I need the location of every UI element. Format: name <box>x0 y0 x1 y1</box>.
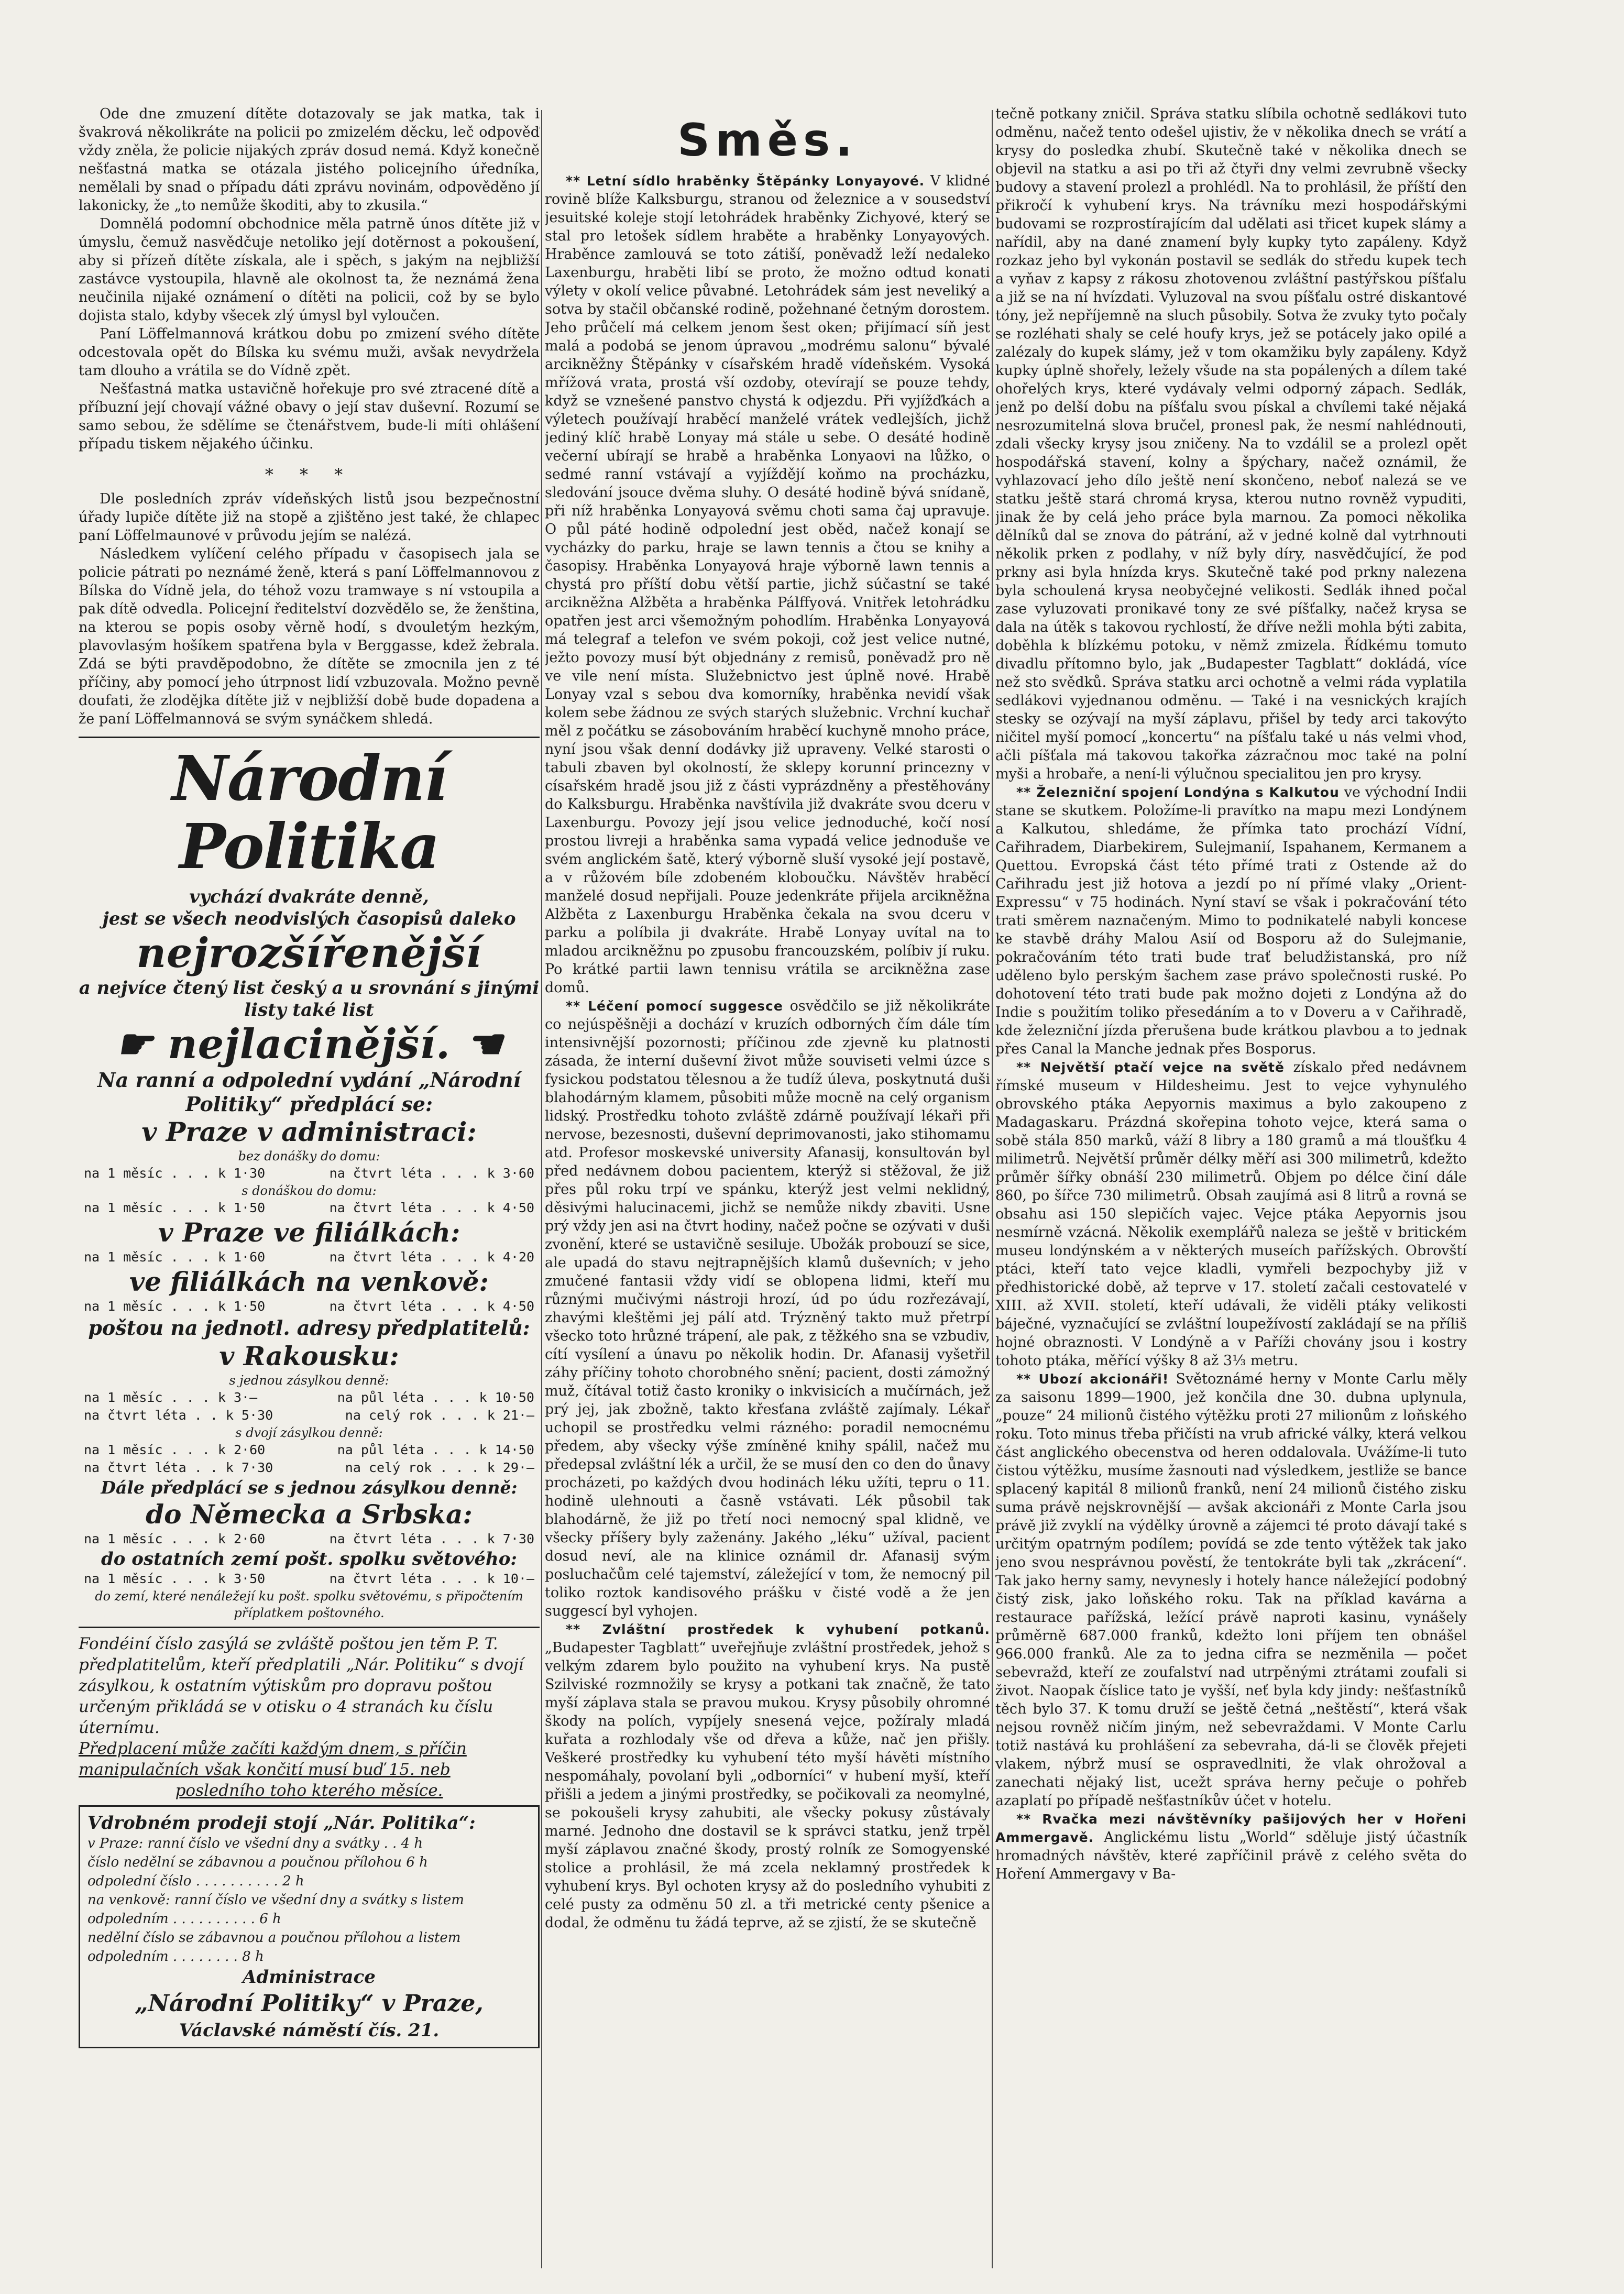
column-divider <box>541 110 542 2268</box>
ad-price-row: na 1 měsíc . . . k 2·60 na čtvrt léta . . . k 7·30 <box>84 1531 534 1546</box>
pointing-hand-icon: ☛ <box>115 1020 168 1068</box>
ad-subheading: ve filiálkách na venkově: <box>129 1266 489 1297</box>
paragraph: tečně potkany zničil. Správa statku slíbila ochotně sedlákovi tuto odměnu, načež tento odešel ujistiv, že v několika dnech se vrátí a krysy do posledka zhubí. Skutečně také v několika dnech se objevil na statku a asi po tři až čtyři dny velmi zevrubně všecky budovy a stavení prolezl a prohlédl. Na to prohlásil, že příští den přikročí k vyhubení krys. Na trávníku mezi hospodářskými budovami se rozprostírajícím dal udělati asi třicet kupek slámy a nařídil, aby na dané znamení byly kupky tyto zapáleny. Když rozkaz jeho byl vykonán postavil se sedlák do středu kupek tech a vyňav z kapsy z rákosu zhotovenou zvláštní pastýřskou píšťalu a již se na ní hvízdati. Vyluzoval na svou píšťalu ostré diskantové tóny, jež nepříjemně na sluch působily. Sotva že zvuky tyto počaly se rozléhati shaly se celé houfy krys, jež se potácely jako opilé a zalézaly do kupek slámy, jež v tom okamžiku byly zapáleny. Když kupky úplně shořely, ležely všude na sta popálených a dílem také ohořelých krys, které vydávaly velmi odporný zápach. Sedlák, jenž po delší dobu na píšťalu svou pískal a chvílemi také nějaká nesrozumitelná slova bručel, pronesl pak, že nesmí nahlédnouti, zdali všecky krysy jsou zničeny. Na to vzdálil se a prolezl opět hospodářská stavení, kolny a špýchary, načež oznámil, že vyhlazovací jeho dílo ještě není skončeno, neboť nalezá se ve statku ještě stará chromá krysa, kterou nutno rovněž vypuditi, jinak že by celá jeho práce byla marnou. Za pomoci několika dělníků dal se znova do pátrání, až v jedné kolně dal vytrhnouti několik prken z podlahy, v níž byly díry, nasvědčující, že pod prkny asi byla hnízda krys. Skutečně také pod prkny nalezena byla schoulená krysa neobyčejné velikosti. Sedlák ihned počal zase vyluzovati pronikavé tony ze své píšťalky, načež krysa se dala na útěk s takovou rychlostí, že dříve nežli mohla býti zabita, doběhla k blízkému potoku, v němž zmizela. Řídkému tomuto divadlu přítomno bylo, jak „Budapester Tagblatt“ dokládá, více než sto svědků. Správa statku arci ochotně a velmi ráda vyplatila sedlákovi vyjednanou odměnu. — Také i na vesnických krajích stesky se ozývají na myší záplavu, přišel by tedy arci takovýto ničitel myší pomocí „koncertu“ na píšťalu také u nás velmi vhod, ačli píšťala má takovou takořka zázračnou moc také na polní myši a hrobaře, a není-li výlučnou specialitou jen pro krysy. <box>995 106 1467 782</box>
article-text: ve východní Indii stane se skutkem. Položíme-li pravítko na mapu mezi Londýnem a Kalkutou, shledáme, že přímka tato prochází Vídní, Cařihradem, Diarbekirem, Sulejmanií, Ispahanem, Kermanem a Quettou. Evropská část této přímé trati z Ostende až do Cařihradu jest již hotova a jezdí po ní přímé vlaky „Orient-Expressu“ v 75 hodinách. Nyní staví se však i pokračování této trati směrem naznačeným. Mimo to podnikatelé nabyli koncese ke stavbě dráhy Malou Asií od Bosporu až do Sulejmanie, pokračováním této trati bude trať beludžistanská, pro níž uděleno bylo perským šachem zase právo společnosti ruské. Po dohotovení této trati bude pak možno dojeti z Londýna až do Indie s použitím toliko přesedáním a to v Doveru a v Cařihradě, kde železniční jízda přerušena bude krátkou plavbou a to jednak přes Canal la Manche jednak přes Bosporus. <box>995 784 1467 1057</box>
ad-headline: ☛ nejlacinější. ☚ <box>115 1020 503 1068</box>
ad-price-row: na čtvrt léta . . k 7·30 na celý rok . . . k 29·— <box>84 1460 534 1475</box>
ad-price-caption: s dvojí zásylkou denně: <box>235 1425 383 1440</box>
column-divider <box>992 110 993 2268</box>
column-middle <box>545 105 990 1932</box>
column-left <box>79 105 540 2048</box>
ad-subheading: Dále předplácí se s jednou zásylkou denně: <box>101 1477 518 1498</box>
article-text: V klidné rovině blíže Kalksburgu, stranou od železnice a v sousedství jesuitské koleje stojí letohrádek hraběnky Zichyové, který se stal pro letošek sídlem hraběte a hraběnky Lonyayových. Hraběnce zamlouvá se toto zátiší, poněvadž leží nedaleko Laxenburgu, hraběti libí se proto, že možno odtud konati výlety v okolí velice půvabné. Letohrádek sám jest neveliký a sotva by stačil občanské rodině, požehnané četným dorostem. Jeho průčelí má celkem jenom šest oken; přijímací síň jest malá a podobá se jenom úpravou „modrému salonu“ bývalé arcikněžny Štěpánky v císařském hradě vídeňském. Vysoká mřížová vrata, prostá vší ozdoby, otevírají se pouze tehdy, když se vznešené panstvo chystá k odjezdu. Při vyjížďkách a výletech používají hraběcí manželé vrátek vedlejších, jichž jediný klíč hrabě Lonyay má stále u sebe. O desáté hodině večerní ubírají se hrabě a hraběnka Lonyaovi na lůžko, o sedmé ranní vstávají a vyjíždějí koňmo na procházku, sledování jsouce dvěma sluhy. O desáté hodině bývá snídaně, při níž hraběnka Lonyayová svěmu choti sama čaj upravuje. O půl páté hodině odpolední jest oběd, načež konají se vycházky do parku, hraje se lawn tennis a čtou se knihy a časopisy. Hraběnka Lonyayová hraje výborně lawn tennis a chystá pro příští dobu větší partie, jichž súčastní se také arcikněžna Alžběta a hraběnka Pálffyová. Vnitřek letohrádku opatřen jest arci všemožným pohodlím. Hraběnka Lonyayová má telegraf a telefon ve svém pokoji, což jest velice nutné, ježto povozy musí být objednány z remisů, poněvadž pro ně ve vile není místa. Služebnictvo jest úplně nové. Hrabě Lonyay vzal s sebou dva komorníky, hraběnka nevidí však kolem sebe žádnou ze svých starých služebnic. Vrchní kuchař měl z počátku se zásobováním hraběcí kuchyně mnoho práce, nyní jsou však denní dodávky již upraveny. Velké starosti o tabuli zbaven byl okolností, že sklepy korunní princezny v císařském hradě jsou již z části vyprázdněny a přestěhovány do Kalksburgu. Hraběnka navštívila již dvakráte svou dceru v Laxenburgu. Povozy její jsou velice jednoduché, kočí nosí prostou livreji a hraběnka sama vypadá velice jednoduše ve svém anglickém šatě, který výborně sluší vysoké její postavě, a v růžovém bíle zdobeném kloboučku. Návštěv hraběcí manželé dosud nepřijali. Pouze jedenkráte přijela arcikněžna Alžběta z Laxenburgu Hraběnka čekala na svou dceru v parku a políbila ji dvakráte. Hrabě Lonyay uvítal na to mladou arcikněžnu po zpusobu francouzském, políbiv jí ruku. Po krátké partii lawn tennisu vrátila se arcikněžna zase domů. <box>545 173 990 996</box>
ad-note: do zemí, které nenáležejí ku pošt. spolku světovému, s připočtením příplatkem poštovného. <box>95 1589 523 1620</box>
article-text: osvědčilo se již několikráte co nejúspěšněji a dochází v kruzích odborných čím dále tím intensivnější pozornosti; příčinou zde zjevně ku platnosti zásada, že interní duševní život může souviseti velmi úzce s fysickou podstatou tělesnou a že tudíž úleva, poskytnutá duši blahodárným klamem, působiti může mocně na celý organism lidský. Prostředku tohoto zvláště zdárně používají lékaři při nervose, bezesnosti, duševní deprimovanosti, jako stihomamu atd. Profesor moskevské university Afanasij, konsultován byl před nedávnem dobou pacientem, kterýž si stěžoval, že již přes půl roku trpí ve spánku, kterýž jest velmi neklidný, děsivými halucinacemi, jichž se nemůže nikdy zbaviti. Usne prý vždy jen asi na čtvrt hodiny, načež počne se ozývati v duši zvonění, které se ustavičně sesiluje. Ubožák probouzí se sice, ale upadá do stavu nejtrapnějších klamů duševních; v jeho zmučené fantasii vždy vidí se oblopena lidmi, kteří mu různými mučivými nástroji hrozí, úd po údu rozřezávají, zhavými kleštěmi jej pálí atd. Trýzněný takto muž přetrpí všecko toto hrůzné trápení, ale pak, z těžkého sna se vzbudiv, cítí vysílení a únavu po několik hodin. Dr. Afanasij vyšetřil záhy příčiny tohoto chorobného snění; pacient, dosti zámožný muž, čítával totiž často kroniky o inkvisicích a mučírnách, jež prý jej, jak zbožně, takto křesťana zvláště zajímaly. Lékař uchopil se prostředku velmi rázného: poradil nemocnému předem, aby všecky výše zmíněné knihy spálil, načež mu předepsal zvláštní lék a určil, že se musí den co den do ůnavy procházeti, po každých dvou hodinách léku užíti, tepru o 11. hodině ulehnouti a časně vstávati. Lék působil tak blahodárně, že již po třetí noci nemocný spal klidně, ve všecky příšery byly zaženány. Jakého „léku“ užíval, pacient dosud neví, ale na klinice oznámil dr. Afanasij svým posluchačům celé tajemství, záležející v tom, že nemocný pil toliko roztok kandisového prášku v čisté vodě a že jen suggescí byl vyhojen. <box>545 998 990 1619</box>
administration-name: „Národní Politiky“ v Praze, <box>135 1990 484 2017</box>
article-heading: ** Letní sídlo hraběnky Štěpánky Lonyayové. <box>566 173 925 189</box>
ad-price-caption: s donáškou do domu: <box>242 1183 377 1198</box>
ad-price-row: na 1 měsíc . . . k 1·50 na čtvrt léta . . . k 4·50 <box>84 1200 534 1215</box>
pointing-hand-icon: ☚ <box>451 1020 503 1068</box>
sales-line: odpolední číslo . . . . . . . . . . 2 h <box>87 1873 304 1889</box>
ad-line: jest se všech neodvislých časopisů daleko <box>102 908 516 929</box>
section-title: Směs. <box>677 114 858 167</box>
article-text: získalo před nedávnem římské museum v Hildesheimu. Jest to vejce vyhynulého obrovského ptáka Aepyornis maximus a bylo zakoupeno z Madagaskaru. Prázdná skořepina tohoto vejce, která sama o sobě stála 850 marků, váží 8 libry a 180 gramů a má tloušťku 4 milimetrů. Největší průměr délky měří asi 300 milimetrů, kdežto průměr šířky obnáší 230 milimetrů. Objem po délce činí dále 860, po šířce 730 milimetrů. Obsah zaujímá asi 8 litrů a rovná se obsahu asi 150 slepičích vajec. Vejce ptáka Aepyornis jsou nesmírně vzácná. Několik exemplářů naleza se ještě v britickém museu londýnském a v některých museích pařížských. Obrovští ptáci, kteří tato vejce kladli, vymřeli bezpochyby již v předhistorické době, až teprve v 17. století začali cestovatelé v XIII. až XVII. století, kteří udávali, že viděli ptáky velikosti báječné, vyznačující se zvláštní loupežívostí zakládají se na příliš hojné obraznosti. V Londýně a v Paříži chovány jsou i kostry tohoto ptáka, měřící výšky 8 až 3⅓ metru. <box>995 1059 1467 1369</box>
paragraph: Dle posledních zpráv vídeňských listů jsou bezpečnostní úřady lupiče dítěte již na stopě a zjištěno jest také, že chlapec paní Löffelmaunové v průvodu jejím se nalézá. <box>79 491 540 544</box>
article <box>545 997 990 1620</box>
section-separator: * * * <box>265 465 354 485</box>
article-heading: ** Největší ptačí vejce na světě <box>1016 1060 1285 1075</box>
sales-line: na venkově: ranní číslo ve všední dny a svátky s listem odpoledním . . . . . . . . . . 6 h <box>87 1892 464 1927</box>
ad-price-row: na 1 měsíc . . . k 1·60 na čtvrt léta . . . k 4·20 <box>84 1249 534 1265</box>
paragraph: Ode dne zmuzení dítěte dotazovaly se jak matka, tak i švakrová několikráte na policii po zmizelém děcku, leč odpověď vždy zněla, že policie nijakých zpráv dosud nemá. Když konečně nešťastná matka se otázala jistého policejního úředníka, nemělali by snad o případu dáti zprávu novinám, odpověděno jí lakonicky, že „to nemůže škoditi, aby to zkusila.“ <box>79 106 540 214</box>
article <box>995 1058 1467 1370</box>
article-heading: ** Ubozí akcionáři! <box>1016 1371 1169 1387</box>
ad-note: manipulačních však končití musí buď 15. neb <box>79 1760 451 1779</box>
sales-line: nedělní číslo se zábavnou a poučnou přílohou a listem odpoledním . . . . . . . . 8 h <box>87 1930 461 1964</box>
article <box>995 1370 1467 1810</box>
administration-address: Václavské náměstí čís. 21. <box>179 2020 440 2041</box>
article-text: Světoznámé herny v Monte Carlu měly za saisonu 1899—1900, jež končila dne 30. dubna uplynula, „pouze“ 24 milionů čistého výtěžku proti 27 milionům z loňského roku. Toto minus třeba přičísti na vrub africké války, která velkou část anglického obecenstva od heren oddalovala. Uvážíme-li tuto čistou výtěžku, musíme žasnouti nad výsledkem, jestliže se bance splacený kapitál 8 milionů franků, není 24 milionů čistého zisku suma právě nejskrovnější — avšak akcionáři z Monte Carla jsou právě již zvyklí na výdělky úrovně a zájemci té proto dávají také s určitým opatrným podílem; povídá se zde tento výtěžek tak jako jeno svou nesprávnou pověstí, že tentokráte byli tak „zkrácení“. Tak jako herny samy, nevynesly i hotely hance náležející podobný čistý zisk, jako loňského roku. Tak na příklad kavárna a restaurace pařížská, ležící právě naproti kasinu, vynášely průměrně 687.000 franků, kdežto loni příjem ten obnášel 966.000 franků. Ale za to jedna cifra se nezměnila — počet sebevražd, kteří ze zoufalství nad utrpěnými ztrátami zoufali si život. Naopak číslice tato je vyšší, neť byla kdy jindy: nešťastníků těch bylo 37. K tomu druží se ještě četná „neštěstí“, která však nejsou rovněž ničím jiným, než sebevraždami. V Monte Carlu totiž nastává ku prohlášení za sebevraha, dá-li se člověk přejeti vlakem, nýbrž musí se ospravedlniti, že vlak ohrožoval a zanechati nějaký list, ucežt správa herny pečuje o pohřeb azaplatí po případě nešťastníkův účet v hotelu. <box>995 1371 1467 1809</box>
administration-heading: Administrace <box>243 1967 376 1988</box>
paragraph: Paní Löffelmannová krátkou dobu po zmizení svého dítěte odcestovala opět do Bílska ku svému muži, avšak nevydržela tam dlouho a vrátila se do Vídně zpět. <box>79 326 540 379</box>
paragraph: Následkem vylíčení celého případu v časopisech jala se policie pátrati po neznámé ženě, která s paní Löffelmannovou z Bílska do Vídně jela, do téhož vozu tramwaye s ní vstoupila a pak dítě odvedla. Policejní ředitelství dozvědělo se, že ženština, na kterou se popis osoby věrně hodí, s dvouletým hezkým, plavovlasým hošíkem spatřena byla v Berggasse, kdež žebrala. Zdá se býti pravděpodobno, že dítěte se zmocnila jen z té příčiny, aby pomocí jeho útrpnost lidí vzbuzovala. Možno pevně doufati, že zlodějka dítěte již v nejbližší době bude dopadena a že paní Löffelmannová se svým synáčkem shledá. <box>79 546 540 727</box>
ad-price-row: na 1 měsíc . . . k 2·60 na půl léta . . . k 14·50 <box>84 1442 534 1457</box>
article <box>995 1810 1467 1883</box>
ad-subheading: do ostatních zemí pošt. spolku světového: <box>101 1549 517 1569</box>
ad-subheading: v Praze ve filiálkách: <box>158 1217 460 1248</box>
article-heading: ** Léčení pomocí suggesce <box>566 998 783 1014</box>
sales-line: číslo nedělní se zábavnou a poučnou přílohou 6 h <box>87 1854 428 1870</box>
ad-price-caption: bez donášky do domu: <box>238 1149 380 1164</box>
article-text: „Budapester Tagblatt“ uveřejňuje zvláštní prostředek, jehož s velkým zdarem bylo použito na vyhubení krys. Na pustě Szilviské rozmnožily se krysy a potkani tak značně, že tato myší záplava stala se pravou mukou. Krysy působily ohromné škody na polích, vypíjely snesená vejce, požíraly mladá kuřata a rozhlodaly vše od dřeva a kůže, nač jen přišly. Veškeré prostředky ku vyhubení této myší hávěti místního nespomáhaly, povolaní byli „odborníci“ v hubení myší, kteří přišli a jedem a jinými prostředky, se počikovali za neomylné, se pokoušeli krysy zahubiti, ale všecky pokusy zůstávaly marné. Jednoho dne dostavil se k správci statku, jenž trpěl myší záplavou značné škody, prostý rolník ze Somogyenské stolice a prohlásil, že má zcela neklamný prostředek k vyhubení krys. Byl ochoten krysy až do posledního vyhubiti z celé pusty za odměnu 50 zl. a tři metrické centy pšenice a dodal, že odměnu tu žádá teprve, až se zjistí, že se skutečně <box>545 1640 990 1931</box>
ad-price-row: na čtvrt léta . . k 5·30 na celý rok . . . k 21·— <box>84 1408 534 1423</box>
ad-price-row: na 1 měsíc . . . k 3·— na půl léta . . . k 10·50 <box>84 1390 534 1405</box>
ad-subheading: v Praze v administraci: <box>141 1116 477 1147</box>
ad-headline: nejrozšířenější <box>136 929 482 977</box>
ad-note: posledního toho kterého měsíce. <box>175 1781 443 1800</box>
ad-line: Na ranní a odpolední vydání „Národní Politiky“ předplácí se: <box>97 1068 521 1116</box>
divider <box>79 1627 540 1628</box>
ad-price-row: na 1 měsíc . . . k 3·50 na čtvrt léta . . . k 10·— <box>84 1571 534 1586</box>
column-right <box>995 105 1467 1883</box>
sales-box <box>79 1805 540 2048</box>
article-text: Anglickému listu „World“ sděluje jistý účastník hromadných návštěv, které zapříčinil právě z celého světa do Hoření Ammergavy v Ba- <box>995 1829 1467 1882</box>
box-title: Vdrobném prodeji stojí „Nár. Politika“: <box>87 1813 476 1834</box>
ad-line: vychází dvakráte denně, <box>189 886 429 907</box>
article-heading: ** Zvláštní prostředek k vyhubení potkanů. <box>566 1622 990 1637</box>
ad-title: Národní Politika <box>171 742 447 883</box>
ad-price-row: na 1 měsíc . . . k 1·50 na čtvrt léta . . . k 4·50 <box>84 1299 534 1314</box>
ad-note: Fondéiní číslo zasýlá se zvláště poštou jen těm P. T. předplatitelům, kteří předplatili „Nár. Politiku“ s dvojí zásylkou, k ostatním výtiskům pro dopravu poštou určeným přikládá se v otisku o 4 stranách ku číslu úternímu. <box>79 1634 524 1737</box>
ad-note: Předplacení může začíti každým dnem, s příčin <box>79 1739 467 1758</box>
ad-line: a nejvíce čtený list český a u srovnání s jinými listy také list <box>79 978 540 1020</box>
article <box>545 1620 990 1932</box>
newspaper-advertisement <box>79 737 540 2048</box>
ad-price-caption: s jednou zásylkou denně: <box>229 1373 389 1388</box>
paragraph: Nešťastná matka ustavičně hořekuje pro své ztracené dítě a příbuzní její chovají vážné obavy o její stav duševní. Rozumí se samo sebou, že sdělíme se čtenářstvem, bude-li míti ohlášení případu tiskem nějakého účinku. <box>79 381 540 452</box>
article <box>995 783 1467 1058</box>
ad-subheading: poštou na jednotl. adresy předplatitelů: <box>88 1316 530 1340</box>
sales-line: v Praze: ranní číslo ve všední dny a svátky . . 4 h <box>87 1836 423 1851</box>
article-heading: ** Železniční spojení Londýna s Kalkutou <box>1016 785 1340 800</box>
paragraph: Domnělá podomní obchodnice měla patrně únos dítěte již v úmyslu, čemuž nasvědčuje netoliko její dotěrnost a pokoušení, aby si přízeň dítěte získala, ale i spěch, s jakým na nejbližší zastávce vystoupila, hlavně ale okolnost ta, že neznámá žena neučinila nijaké oznámení o dítěti na policii, což by se bylo dojista stalo, kdyby všecek zlý úmysl byl vyloučen. <box>79 216 540 324</box>
ad-subheading: do Německa a Srbska: <box>146 1499 473 1530</box>
ad-price-row: na 1 měsíc . . . k 1·30 na čtvrt léta . . . k 3·60 <box>84 1166 534 1181</box>
article <box>545 172 990 997</box>
article-heading: ** Rvačka mezi návštěvníky pašijových her v Hořeni Ammergavě. <box>995 1812 1467 1845</box>
ad-subheading: v Rakousku: <box>219 1341 399 1371</box>
